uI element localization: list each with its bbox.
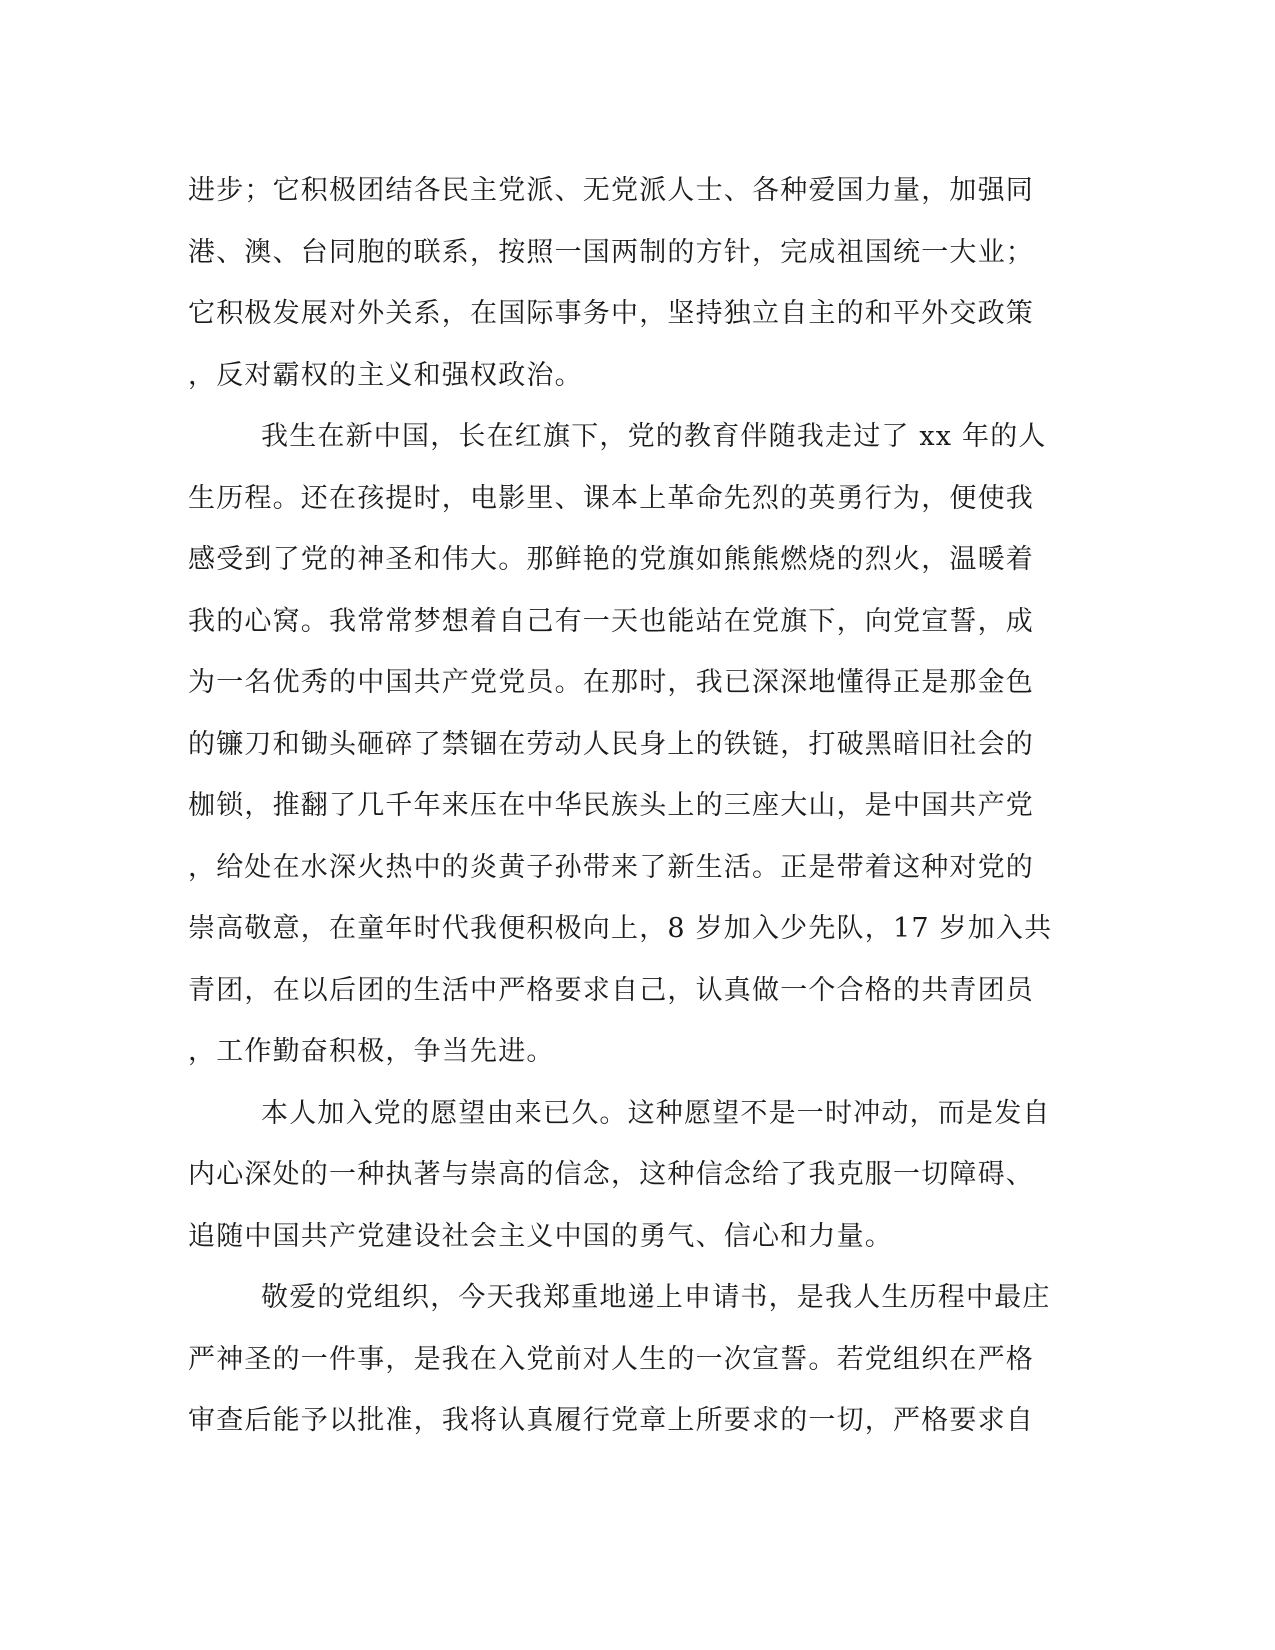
paragraph-first-line: 敬爱的党组织，今天我郑重地递上申请书，是我人生历程中最庄 <box>261 1282 1051 1313</box>
text-line: 生历程。还在孩提时，电影里、课本上革命先烈的英勇行为，便使我 <box>188 482 1034 514</box>
text-line: 为一名优秀的中国共产党党员。在那时，我已深深地懂得正是那金色 <box>188 667 1034 698</box>
text-line: 感受到了党的神圣和伟大。那鲜艳的党旗如熊熊燃烧的烈火，温暖着 <box>188 544 1034 575</box>
text-line: 崇高敬意，在童年时代我便积极向上，8 岁加入少先队，17 岁加入共 <box>188 913 1053 944</box>
text-line: ，给处在水深火热中的炎黄子孙带来了新生活。正是带着这种对党的 <box>188 851 1034 883</box>
text-line: ，工作勤奋积极，争当先进。 <box>188 1036 555 1067</box>
body-text <box>188 160 1068 1452</box>
text-line: 审查后能予以批准，我将认真履行党章上所要求的一切，严格要求自 <box>188 1405 1034 1436</box>
text-line: 青团，在以后团的生活中严格要求自己，认真做一个合格的共青团员 <box>188 974 1034 1006</box>
text-line: 追随中国共产党建设社会主义中国的勇气、信心和力量。 <box>188 1220 893 1252</box>
text-line: 进步；它积极团结各民主党派、无党派人士、各种爱国力量，加强同 <box>188 175 1034 206</box>
text-line: 我的心窝。我常常梦想着自己有一天也能站在党旗下，向党宣誓，成 <box>188 605 1034 637</box>
text-line: 内心深处的一种执著与崇高的信念，这种信念给了我克服一切障碍、 <box>188 1159 1034 1190</box>
paragraph-first-line: 我生在新中国，长在红旗下，党的教育伴随我走过了 xx 年的人 <box>261 421 1047 452</box>
text-line: 港、澳、台同胞的联系，按照一国两制的方针，完成祖国统一大业； <box>188 236 1034 268</box>
paragraph-first-line: 本人加入党的愿望由来已久。这种愿望不是一时冲动，而是发自 <box>261 1097 1051 1129</box>
text-line: ，反对霸权的主义和强权政治。 <box>188 359 583 391</box>
text-line: 的镰刀和锄头砸碎了禁锢在劳动人民身上的铁链，打破黑暗旧社会的 <box>188 728 1034 760</box>
text-line: 它积极发展对外关系，在国际事务中，坚持独立自主的和平外交政策 <box>188 298 1034 329</box>
text-line: 枷锁，推翻了几千年来压在中华民族头上的三座大山，是中国共产党 <box>188 790 1034 821</box>
text-line: 严神圣的一件事，是我在入党前对人生的一次宣誓。若党组织在严格 <box>188 1343 1034 1375</box>
